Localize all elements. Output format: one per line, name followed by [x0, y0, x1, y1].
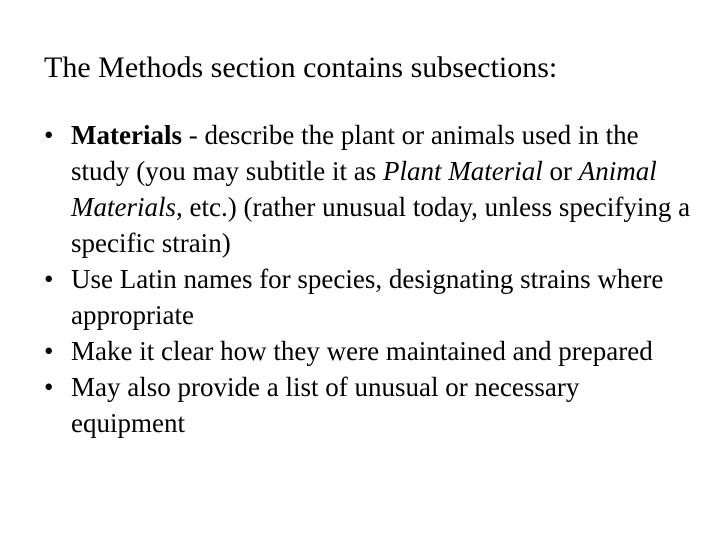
bullet-text-segment: , etc.) (rather unusual today, unless specifying a specific strain): [71, 192, 691, 258]
slide-title: The Methods section contains subsections:: [44, 51, 558, 84]
bullet-item-equipment: [44, 369, 694, 441]
bullet-text-segment: - describe the plant or animals used in the study (you may subtitle it as: [71, 120, 639, 186]
bullet-marker: •: [44, 372, 54, 402]
bullet-item-materials: [44, 117, 694, 261]
bullet-text: Make it clear how they were maintained and prepared: [71, 336, 653, 366]
bullet-text-segment: or: [542, 156, 579, 186]
bullet-marker: •: [44, 120, 54, 150]
bullet-marker: •: [44, 264, 54, 294]
bullet-text: Use Latin names for species, designating strains where appropriate: [71, 264, 664, 330]
bullet-list: [44, 117, 694, 441]
bullet-marker: •: [44, 336, 54, 366]
bullet-italic-term: Animal Materials: [71, 156, 657, 222]
bullet-bold-lead: Materials: [71, 120, 182, 150]
bullet-italic-term: Plant Material: [382, 156, 543, 186]
bullet-item-latin-names: [44, 261, 694, 333]
bullet-text: May also provide a list of unusual or necessary equipment: [71, 372, 580, 438]
bullet-item-maintenance: [44, 333, 694, 369]
